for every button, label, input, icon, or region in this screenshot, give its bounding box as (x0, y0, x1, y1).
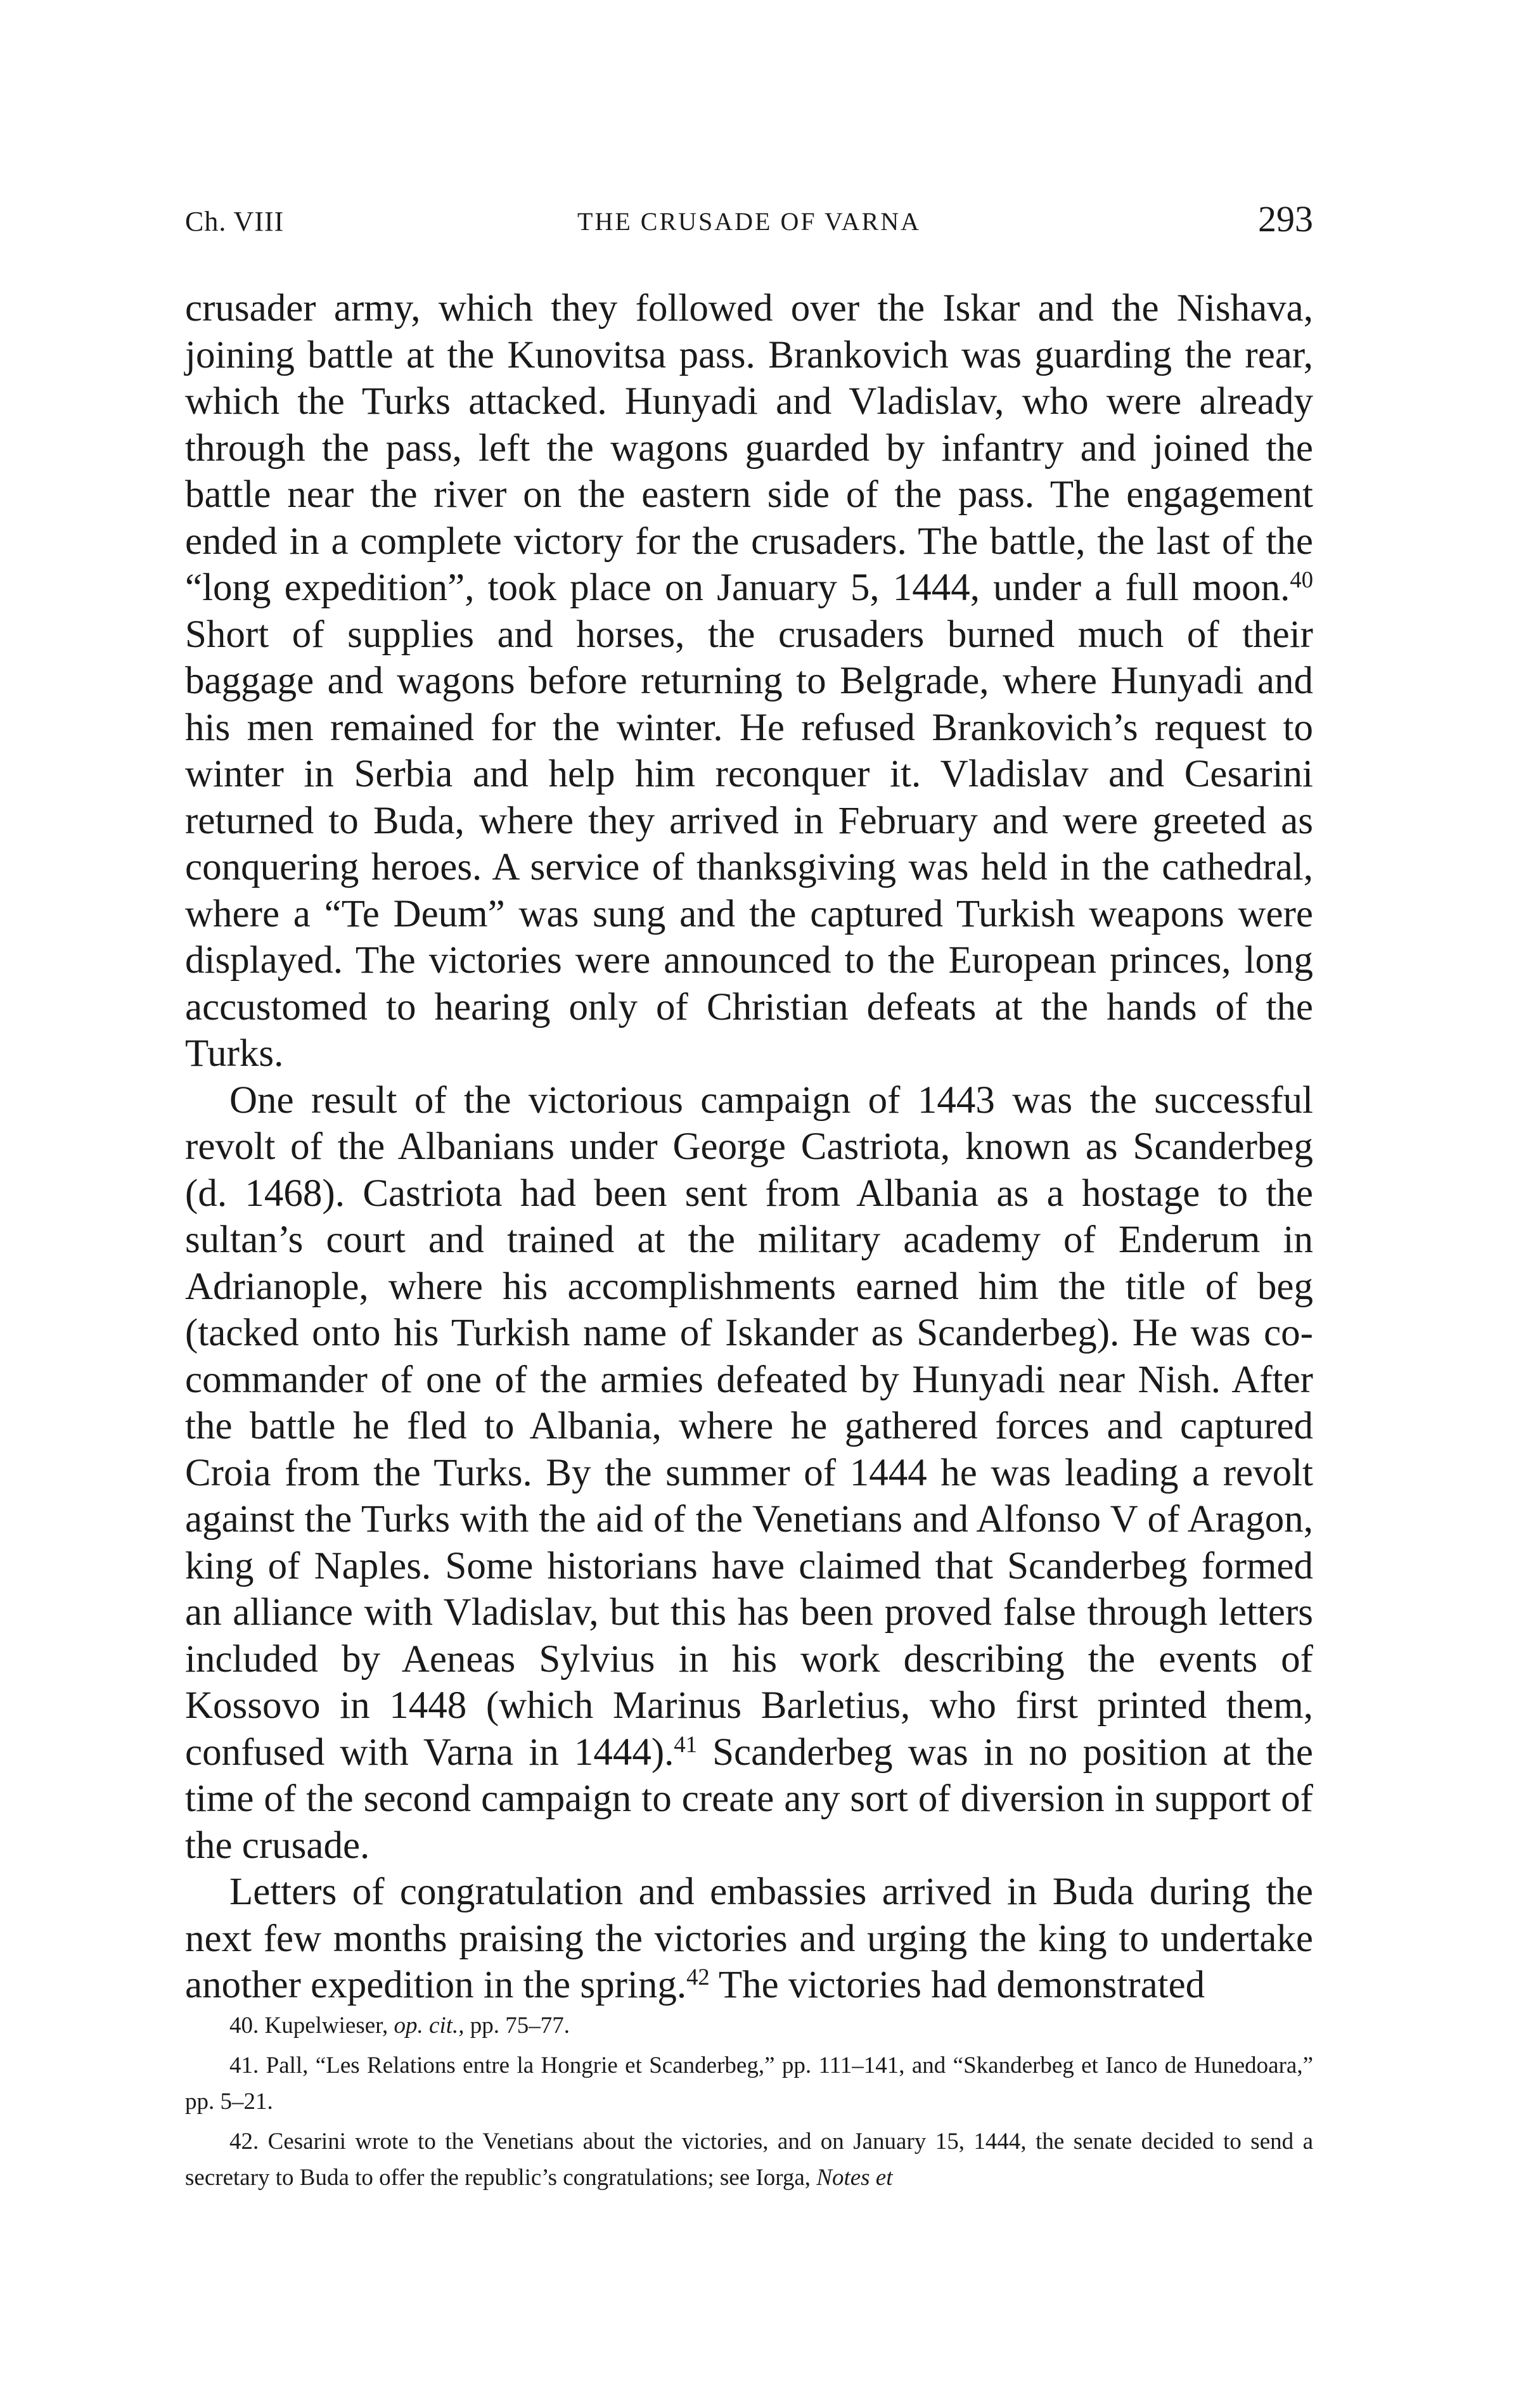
paragraph-1-text-a: crusader army, which they followed over the Iskar and the Nishava, joining battle at the Kunovitsa pass. Brankovich was guarding the rear, which the Turks attacked. Hunyadi and Vladislav, who were already through the pass, left the wagons guarded by infantry and joined the battle near the river on the eastern side of the pass. The engagement ended in a complete victory for the crusaders. The battle, the last of the “long expedition”, took place on January 5, 1444, under a full moon. (185, 287, 1313, 609)
paragraph-2-text-b: Scanderbeg was in no position at the time of the second campaign to create any sort of diversion in support of the crusade. (185, 1731, 1313, 1867)
paragraph-3 (185, 1869, 1313, 2009)
chapter-label: Ch. VIII (185, 206, 285, 237)
footnote-40-number: 40. (229, 2013, 259, 2039)
footnote-41-text: Pall, “Les Relations entre la Hongrie et Scanderbeg,” pp. 111–141, and “Skanderbeg et Ianco de Hunedoara,” pp. 5–21. (185, 2053, 1313, 2115)
page-number: 293 (1258, 198, 1313, 240)
footnote-41 (185, 2047, 1313, 2120)
running-title: THE CRUSADE OF VARNA (577, 207, 921, 236)
footnote-42 (185, 2123, 1313, 2196)
paragraph-3-text-b: The victories had demonstrated (709, 1964, 1205, 2006)
footnote-42-italic: Notes et (816, 2165, 893, 2191)
footnote-ref-42: 42 (686, 1963, 710, 1990)
paragraph-1-text-b: Short of supplies and horses, the crusaders burned much of their baggage and wagons before returning to Belgrade, where Hunyadi and his men remained for the winter. He refused Brankovich’s request to winter in Serbia and help him reconquer it. Vladislav and Cesarini returned to Buda, where they arrived in February and were greeted as conquering heroes. A service of thanksgiving was held in the cathedral, where a “Te Deum” was sung and the captured Turkish weapons were displayed. The victories were announced to the European princes, long accustomed to hearing only of Christian defeats at the hands of the Turks. (185, 613, 1313, 1075)
footnote-40-text-b: pp. 75–77. (464, 2013, 570, 2039)
paragraph-1 (185, 285, 1313, 1077)
footnotes (185, 2008, 1313, 2200)
footnote-40-italic: op. cit., (394, 2013, 465, 2039)
footnote-ref-41: 41 (674, 1731, 697, 1757)
paragraph-3-text-a: Letters of congratulation and embassies arrived in Buda during the next few months praising the victories and urging the king to undertake another expedition in the spring. (185, 1871, 1313, 2006)
footnote-42-number: 42. (229, 2129, 259, 2155)
footnote-ref-40: 40 (1290, 566, 1313, 592)
footnote-40 (185, 2008, 1313, 2044)
paragraph-2-text-a: One result of the victorious campaign of 1443 was the successful revolt of the Albanians under George Castriota, known as Scanderbeg (d. 1468). Castriota had been sent from Albania as a hostage to the sultan’s court and trained at the military academy of Enderum in Adrianople, where his accomplishments earned him the title of beg (tacked onto his Turkish name of Iskander as Scanderbeg). He was co-commander of one of the armies defeated by Hunyadi near Nish. After the battle he fled to Albania, where he gathered forces and captured Croia from the Turks. By the summer of 1444 he was leading a revolt against the Turks with the aid of the Venetians and Alfonso V of Aragon, king of Naples. Some historians have claimed that Scanderbeg formed an alliance with Vladislav, but this has been proved false through letters included by Aeneas Sylvius in his work describing the events of Kossovo in 1448 (which Marinus Barletius, who first printed them, confused with Varna in 1444). (185, 1079, 1313, 1774)
paragraph-2 (185, 1077, 1313, 1869)
footnote-40-text-a: Kupelwieser, (259, 2013, 394, 2039)
body-text (185, 285, 1313, 2009)
footnote-41-number: 41. (229, 2053, 259, 2078)
footnote-42-text: Cesarini wrote to the Venetians about the victories, and on January 15, 1444, the senate decided to send a secretary to Buda to offer the republic’s congratulations; see Iorga, (185, 2129, 1313, 2191)
running-head (185, 198, 1313, 252)
